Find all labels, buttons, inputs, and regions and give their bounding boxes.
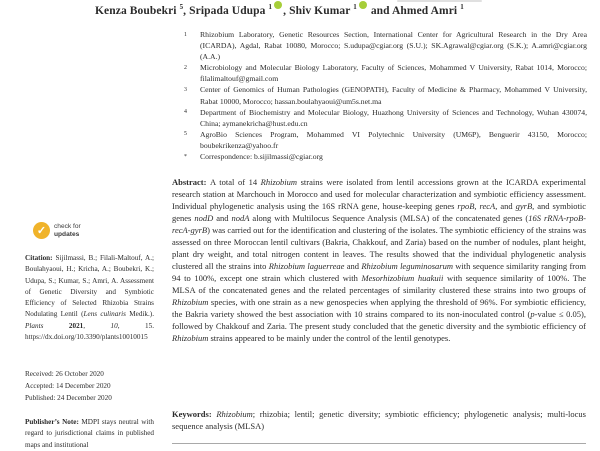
text-segment: recA [479,201,496,211]
text-segment: , Sripada Udupa [183,4,269,17]
published-value: 24 December 2020 [57,393,112,402]
published-label: Published: [25,393,56,402]
text-segment: nodA [231,213,250,223]
text-segment: , Shiv Kumar [283,4,354,17]
badge-text [54,223,81,238]
accepted-date [25,381,154,393]
text-segment: rpoB [457,201,475,211]
badge-line2: updates [54,230,80,238]
publisher-note [25,417,154,451]
text-segment: Kenza Boubekri [95,4,180,17]
affiliation-item [184,29,587,62]
text-segment: Rhizobium [260,177,298,187]
received-date [25,369,154,381]
text-segment: 16S rRNA-rpoB-recA-gyrB [172,213,586,235]
text-segment: 2021 [68,321,84,330]
citation-block [25,253,154,343]
check-glyph: ✓ [36,225,47,237]
affiliation-text: Center of Genomics of Human Pathologies (GENOPATH), Faculty of Medicine & Pharmacy, Mohammed V University, Rabat 10000, Morocco; hassan.boulahyaoui@um5s.net.ma [200,85,587,106]
affiliation-item [184,84,587,106]
accepted-label: Accepted: [25,381,55,390]
text-segment: Mesorhizobium huakuii [361,273,444,283]
affiliation-item [184,107,587,129]
text-segment: Medik.). [125,310,154,319]
affiliation-item [184,62,587,84]
correspondence-text[interactable]: Correspondence: b.sijilmassi@cgiar.org [200,152,323,162]
abstract-paragraph [172,176,586,344]
badge-line1: check for [54,222,81,230]
text-segment: , [474,201,480,211]
affiliation-text: Department of Biochemistry and Molecular Biology, Huazhong University of Sciences and Technology, Wuhan 430074, China; aymanekricha@hust.edu.cn [200,107,587,128]
affiliation-number: 5 [184,131,187,138]
text-segment: along with Multilocus Sequence Analysis (MLSA) of the concatenated genes ( [249,213,529,223]
affiliation-number: 2 [184,64,187,71]
text-segment: Rhizobium [172,297,209,307]
text-segment: Rhizobium [216,409,253,419]
text-segment: and Ahmed Amri [367,4,461,17]
text-segment: Rhizobium leguminosarum [361,261,453,271]
orcid-icon[interactable] [359,1,367,9]
text-segment: with sequence similarity of 100%. The MLSA of the concatenated genes and the related percentages of similarity clustered these strains into two groups of [172,273,587,295]
text-segment: with sequence similarity ranging from 94 to 100%, except one strain which clustered with [172,261,586,283]
keywords-paragraph [172,408,586,432]
text-segment: A total of 14 [210,177,261,187]
text-segment: , and symbiotic genes [172,201,587,223]
affiliation-text: Rhizobium Laboratory, Genetic Resources Section, International Center for Agricultural Research in the Dry Area (ICARDA), Agdal, Rabat 10080, Morocco; S.udupa@cgiar.org (S.U.); SK.Agrawal@cgiar.org (S.K.); A.amri@cgiar.org (A.A.) [200,30,587,62]
link[interactable]: https://dx.doi.org/10.3390/plants10010015 [25,333,148,342]
text-segment: 1 [460,3,464,11]
affiliations-block [184,29,587,163]
text-segment: strains appeared to be mainly under the control of the lentil genotypes. [208,333,451,343]
text-segment: MDPI stays neutral with regard to jurisdictional claims in published maps and institutional [25,418,154,449]
text-segment: ) was carried out for the identification and clustering of the isolates. The symbiotic efficiency of the strains was assessed on three Moroccan lentil cultivars (Bakria, Chakkouf, and Zaria) based on the number of nodules, plant height, plant dry weight, and total nitrogen content in leaves. The results showed that the individual phylogenetic analysis clustered all the strains into [172,225,586,271]
dates-block [25,369,154,404]
orcid-icon[interactable] [274,1,282,9]
text-segment: -value ≤ 0.05), followed by Chakkouf and Zaria. The present study concluded that the genetic diversity and the symbiotic efficiency of [172,309,587,331]
published-date [25,393,154,405]
correspondence-asterisk: * [184,153,187,160]
text-segment: and [344,261,362,271]
text-segment: 1 [353,3,357,11]
received-value: 26 October 2020 [55,370,104,378]
affiliation-number: 3 [184,86,187,93]
accepted-value: 14 December 2020 [55,381,111,390]
check-circle-icon [33,222,50,239]
text-segment: Lens culinaris [83,310,126,319]
text-segment: nodD [194,213,214,223]
text-segment: 1 [268,3,273,11]
text-segment: Rhizobium laguerreae [268,261,345,271]
affiliation-item [184,129,587,151]
received-label: Received: [25,370,54,378]
text-segment: Sijilmassi, B.; Filali-Maltouf, A.; Boulahyaoui, H.; Kricha, A.; Boubekri, K.; Udupa, S.; Kumar, S.; Amri, A. Assessment of Genetic Diversity and Symbiotic Efficiency of Selected Rhizobia Strains Nodulating Lentil ( [25,254,154,319]
text-segment: , [83,321,111,330]
text-segment: and [213,213,232,223]
text-segment: , and [495,201,516,211]
affiliation-text: AgroBio Sciences Program, Mohammed VI Polytechnic University (UM6P), Benguerir 43150, Morocco; boubekrikenza@yahoo.fr [200,129,587,150]
text-segment: 5 [179,3,184,11]
affiliation-text: Microbiology and Molecular Biology Laboratory, Faculty of Sciences, Mohammed V University, Rabat 1014, Morocco; filalimaltouf@gmail.com [200,63,587,84]
text-segment: species, with one strain as a new genospecies when applying the threshold of 96%. For symbiotic efficiency, the Bakria variety showed the best association with 10 strains compared to its non-inoculated control ( [172,297,586,319]
text-segment: Publisher’s Note: [25,418,82,426]
text-segment: strains were isolated from lentil accessions grown at the ICARDA experimental research station at Marchouch in Morocco and used for molecular characterization and symbiotic efficiency assessment. Individual phylogenetic analysis using the 16S rRNA gene, house-keeping genes [172,177,586,211]
text-segment: p [530,309,535,319]
text-segment: Rhizobium [172,333,209,343]
text-segment: , 15. [117,321,155,330]
text-segment: Citation: [25,254,56,262]
authors-line [95,1,590,17]
check-for-updates-badge[interactable] [33,222,81,239]
text-segment: gyrB [515,201,533,211]
text-segment: ; rhizobia; lentil; genetic diversity; symbiotic efficiency; phylogenetic analysis; multi-locus sequence analysis (MLSA) [172,409,586,431]
correspondence-line [184,151,587,163]
divider-rule [172,443,586,444]
text-segment: Keywords: [172,409,217,419]
text-segment: Abstract: [172,177,211,187]
text-segment [43,322,69,330]
text-segment: Plants [25,321,44,330]
affiliation-number: 1 [184,31,187,38]
text-segment: 10 [110,321,118,330]
affiliation-number: 4 [184,109,187,116]
